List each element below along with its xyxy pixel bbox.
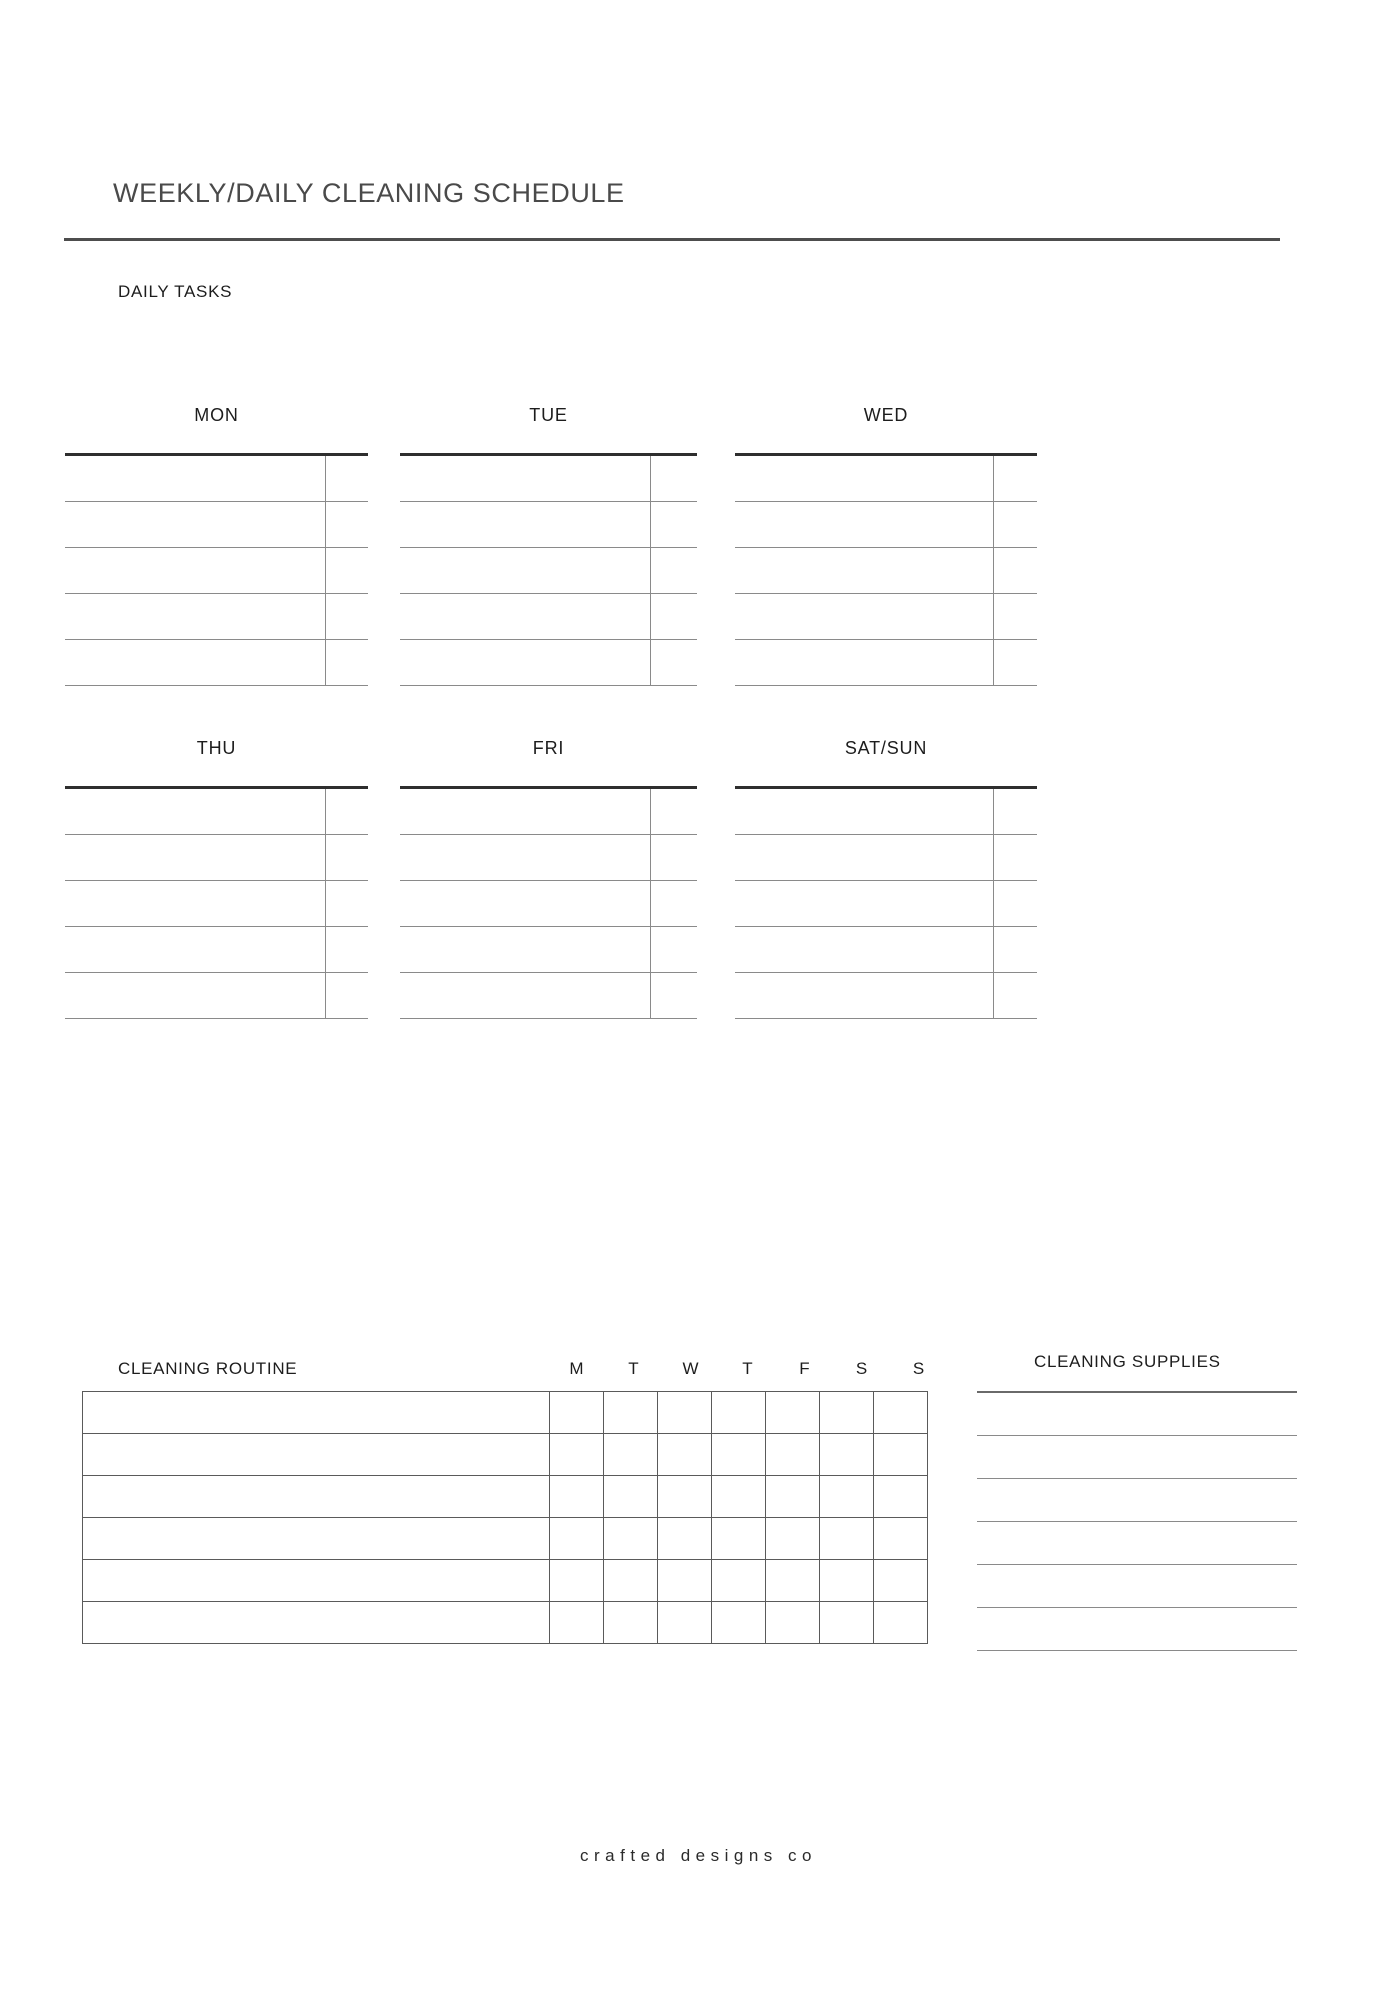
day-row-divider	[650, 789, 651, 834]
routine-check-cell[interactable]	[604, 1602, 658, 1644]
routine-task-cell[interactable]	[83, 1434, 550, 1476]
routine-task-cell[interactable]	[83, 1560, 550, 1602]
routine-check-cell[interactable]	[712, 1602, 766, 1644]
routine-check-cell[interactable]	[874, 1518, 928, 1560]
day-row-divider	[993, 640, 994, 685]
day-label: SAT/SUN	[844, 738, 928, 758]
day-row-divider	[650, 973, 651, 1018]
routine-check-cell[interactable]	[550, 1392, 604, 1434]
day-label: THU	[196, 738, 237, 758]
routine-check-cell[interactable]	[766, 1602, 820, 1644]
supply-line[interactable]	[977, 1565, 1297, 1608]
routine-check-cell[interactable]	[766, 1434, 820, 1476]
day-label: FRI	[532, 738, 565, 758]
day-row-divider	[993, 548, 994, 593]
routine-check-cell[interactable]	[820, 1392, 874, 1434]
supply-line[interactable]	[977, 1608, 1297, 1651]
day-task-row[interactable]	[735, 881, 1037, 927]
routine-check-cell[interactable]	[658, 1560, 712, 1602]
routine-check-cell[interactable]	[874, 1434, 928, 1476]
day-task-row[interactable]	[65, 881, 368, 927]
table-row[interactable]	[83, 1602, 928, 1644]
routine-check-cell[interactable]	[550, 1518, 604, 1560]
routine-check-cell[interactable]	[658, 1392, 712, 1434]
day-row-divider	[650, 640, 651, 685]
day-label: MON	[194, 405, 239, 425]
routine-check-cell[interactable]	[820, 1560, 874, 1602]
day-task-row[interactable]	[65, 973, 368, 1019]
day-row-divider	[325, 835, 326, 880]
routine-day-headers	[548, 1359, 947, 1379]
day-row-divider	[650, 502, 651, 547]
day-row-divider	[650, 881, 651, 926]
day-task-row[interactable]	[400, 640, 697, 686]
routine-check-cell[interactable]	[766, 1560, 820, 1602]
routine-check-cell[interactable]	[766, 1392, 820, 1434]
routine-check-cell[interactable]	[604, 1560, 658, 1602]
day-row-divider	[993, 927, 994, 972]
day-task-row[interactable]	[65, 640, 368, 686]
routine-task-cell[interactable]	[83, 1518, 550, 1560]
day-row-divider	[325, 973, 326, 1018]
routine-check-cell[interactable]	[550, 1602, 604, 1644]
routine-check-cell[interactable]	[820, 1476, 874, 1518]
day-task-row[interactable]	[65, 548, 368, 594]
table-row[interactable]	[83, 1560, 928, 1602]
routine-check-cell[interactable]	[712, 1476, 766, 1518]
routine-check-cell[interactable]	[550, 1434, 604, 1476]
routine-task-cell[interactable]	[83, 1602, 550, 1644]
day-task-row[interactable]	[400, 456, 697, 502]
routine-day-header-4: F	[799, 1359, 810, 1378]
supply-line[interactable]	[977, 1393, 1297, 1436]
day-row-divider	[325, 594, 326, 639]
day-row-divider	[650, 594, 651, 639]
table-row[interactable]	[83, 1392, 928, 1434]
day-task-row[interactable]	[735, 927, 1037, 973]
day-task-row[interactable]	[735, 502, 1037, 548]
routine-check-cell[interactable]	[874, 1560, 928, 1602]
routine-check-cell[interactable]	[712, 1518, 766, 1560]
day-task-lines[interactable]	[65, 786, 368, 1019]
routine-check-cell[interactable]	[820, 1602, 874, 1644]
routine-day-header-2: W	[682, 1359, 699, 1378]
routine-check-cell[interactable]	[658, 1602, 712, 1644]
day-task-lines[interactable]	[65, 453, 368, 686]
day-row-divider	[650, 835, 651, 880]
routine-check-cell[interactable]	[658, 1476, 712, 1518]
routine-check-cell[interactable]	[658, 1518, 712, 1560]
routine-check-cell[interactable]	[766, 1518, 820, 1560]
day-row-divider	[325, 640, 326, 685]
day-task-row[interactable]	[400, 973, 697, 1019]
day-task-row[interactable]	[735, 835, 1037, 881]
routine-check-cell[interactable]	[874, 1602, 928, 1644]
routine-check-cell[interactable]	[604, 1392, 658, 1434]
day-task-row[interactable]	[400, 789, 697, 835]
routine-day-header-3: T	[742, 1359, 753, 1378]
title-divider	[64, 238, 1280, 241]
day-row-divider	[650, 456, 651, 501]
routine-check-cell[interactable]	[550, 1560, 604, 1602]
day-row-divider	[993, 789, 994, 834]
day-task-row[interactable]	[65, 502, 368, 548]
routine-check-cell[interactable]	[712, 1560, 766, 1602]
day-task-row[interactable]	[400, 835, 697, 881]
table-row[interactable]	[83, 1434, 928, 1476]
day-row-divider	[650, 548, 651, 593]
day-task-lines[interactable]	[735, 453, 1037, 686]
routine-task-cell[interactable]	[83, 1476, 550, 1518]
day-task-row[interactable]	[65, 594, 368, 640]
supply-line[interactable]	[977, 1522, 1297, 1565]
day-label: WED	[863, 405, 909, 425]
day-task-row[interactable]	[400, 927, 697, 973]
day-task-row[interactable]	[400, 881, 697, 927]
routine-day-header-0: M	[569, 1359, 584, 1378]
day-task-row[interactable]	[65, 789, 368, 835]
day-row-divider	[993, 835, 994, 880]
page-title: WEEKLY/DAILY CLEANING SCHEDULE	[113, 178, 625, 208]
section-label-cleaning-supplies: CLEANING SUPPLIES	[1034, 1352, 1221, 1371]
routine-day-header-6: S	[912, 1359, 925, 1378]
routine-day-header-1: T	[628, 1359, 639, 1378]
supply-line[interactable]	[977, 1436, 1297, 1479]
section-label-cleaning-routine: CLEANING ROUTINE	[118, 1359, 298, 1378]
footer-brand: crafted designs co	[580, 1846, 817, 1865]
day-task-row[interactable]	[735, 640, 1037, 686]
day-row-divider	[993, 502, 994, 547]
day-task-row[interactable]	[735, 789, 1037, 835]
day-task-lines[interactable]	[735, 786, 1037, 1019]
routine-check-cell[interactable]	[658, 1434, 712, 1476]
routine-task-cell[interactable]	[83, 1392, 550, 1434]
day-row-divider	[650, 927, 651, 972]
day-row-divider	[325, 502, 326, 547]
day-row-divider	[325, 789, 326, 834]
day-row-divider	[993, 456, 994, 501]
routine-check-cell[interactable]	[550, 1476, 604, 1518]
day-task-row[interactable]	[400, 594, 697, 640]
day-row-divider	[993, 594, 994, 639]
cleaning-routine-table[interactable]	[82, 1391, 928, 1644]
day-row-divider	[993, 881, 994, 926]
day-task-row[interactable]	[65, 456, 368, 502]
routine-check-cell[interactable]	[820, 1518, 874, 1560]
day-task-row[interactable]	[735, 548, 1037, 594]
day-row-divider	[325, 456, 326, 501]
day-task-lines[interactable]	[400, 786, 697, 1019]
routine-check-cell[interactable]	[820, 1434, 874, 1476]
section-label-daily-tasks: DAILY TASKS	[118, 282, 233, 301]
day-row-divider	[325, 927, 326, 972]
routine-check-cell[interactable]	[604, 1518, 658, 1560]
routine-check-cell[interactable]	[766, 1476, 820, 1518]
day-task-row[interactable]	[735, 594, 1037, 640]
day-task-row[interactable]	[735, 456, 1037, 502]
day-row-divider	[325, 881, 326, 926]
routine-check-cell[interactable]	[874, 1392, 928, 1434]
day-task-row[interactable]	[400, 502, 697, 548]
day-task-row[interactable]	[400, 548, 697, 594]
supply-line[interactable]	[977, 1479, 1297, 1522]
day-row-divider	[325, 548, 326, 593]
day-task-row[interactable]	[65, 835, 368, 881]
day-label: TUE	[529, 405, 568, 425]
routine-check-cell[interactable]	[604, 1476, 658, 1518]
routine-day-header-5: S	[855, 1359, 868, 1378]
routine-check-cell[interactable]	[712, 1434, 766, 1476]
day-task-lines[interactable]	[400, 453, 697, 686]
day-task-row[interactable]	[735, 973, 1037, 1019]
routine-check-cell[interactable]	[712, 1392, 766, 1434]
table-row[interactable]	[83, 1476, 928, 1518]
routine-check-cell[interactable]	[874, 1476, 928, 1518]
cleaning-supplies-list[interactable]	[977, 1391, 1297, 1651]
table-row[interactable]	[83, 1518, 928, 1560]
routine-check-cell[interactable]	[604, 1434, 658, 1476]
day-task-row[interactable]	[65, 927, 368, 973]
day-row-divider	[993, 973, 994, 1018]
